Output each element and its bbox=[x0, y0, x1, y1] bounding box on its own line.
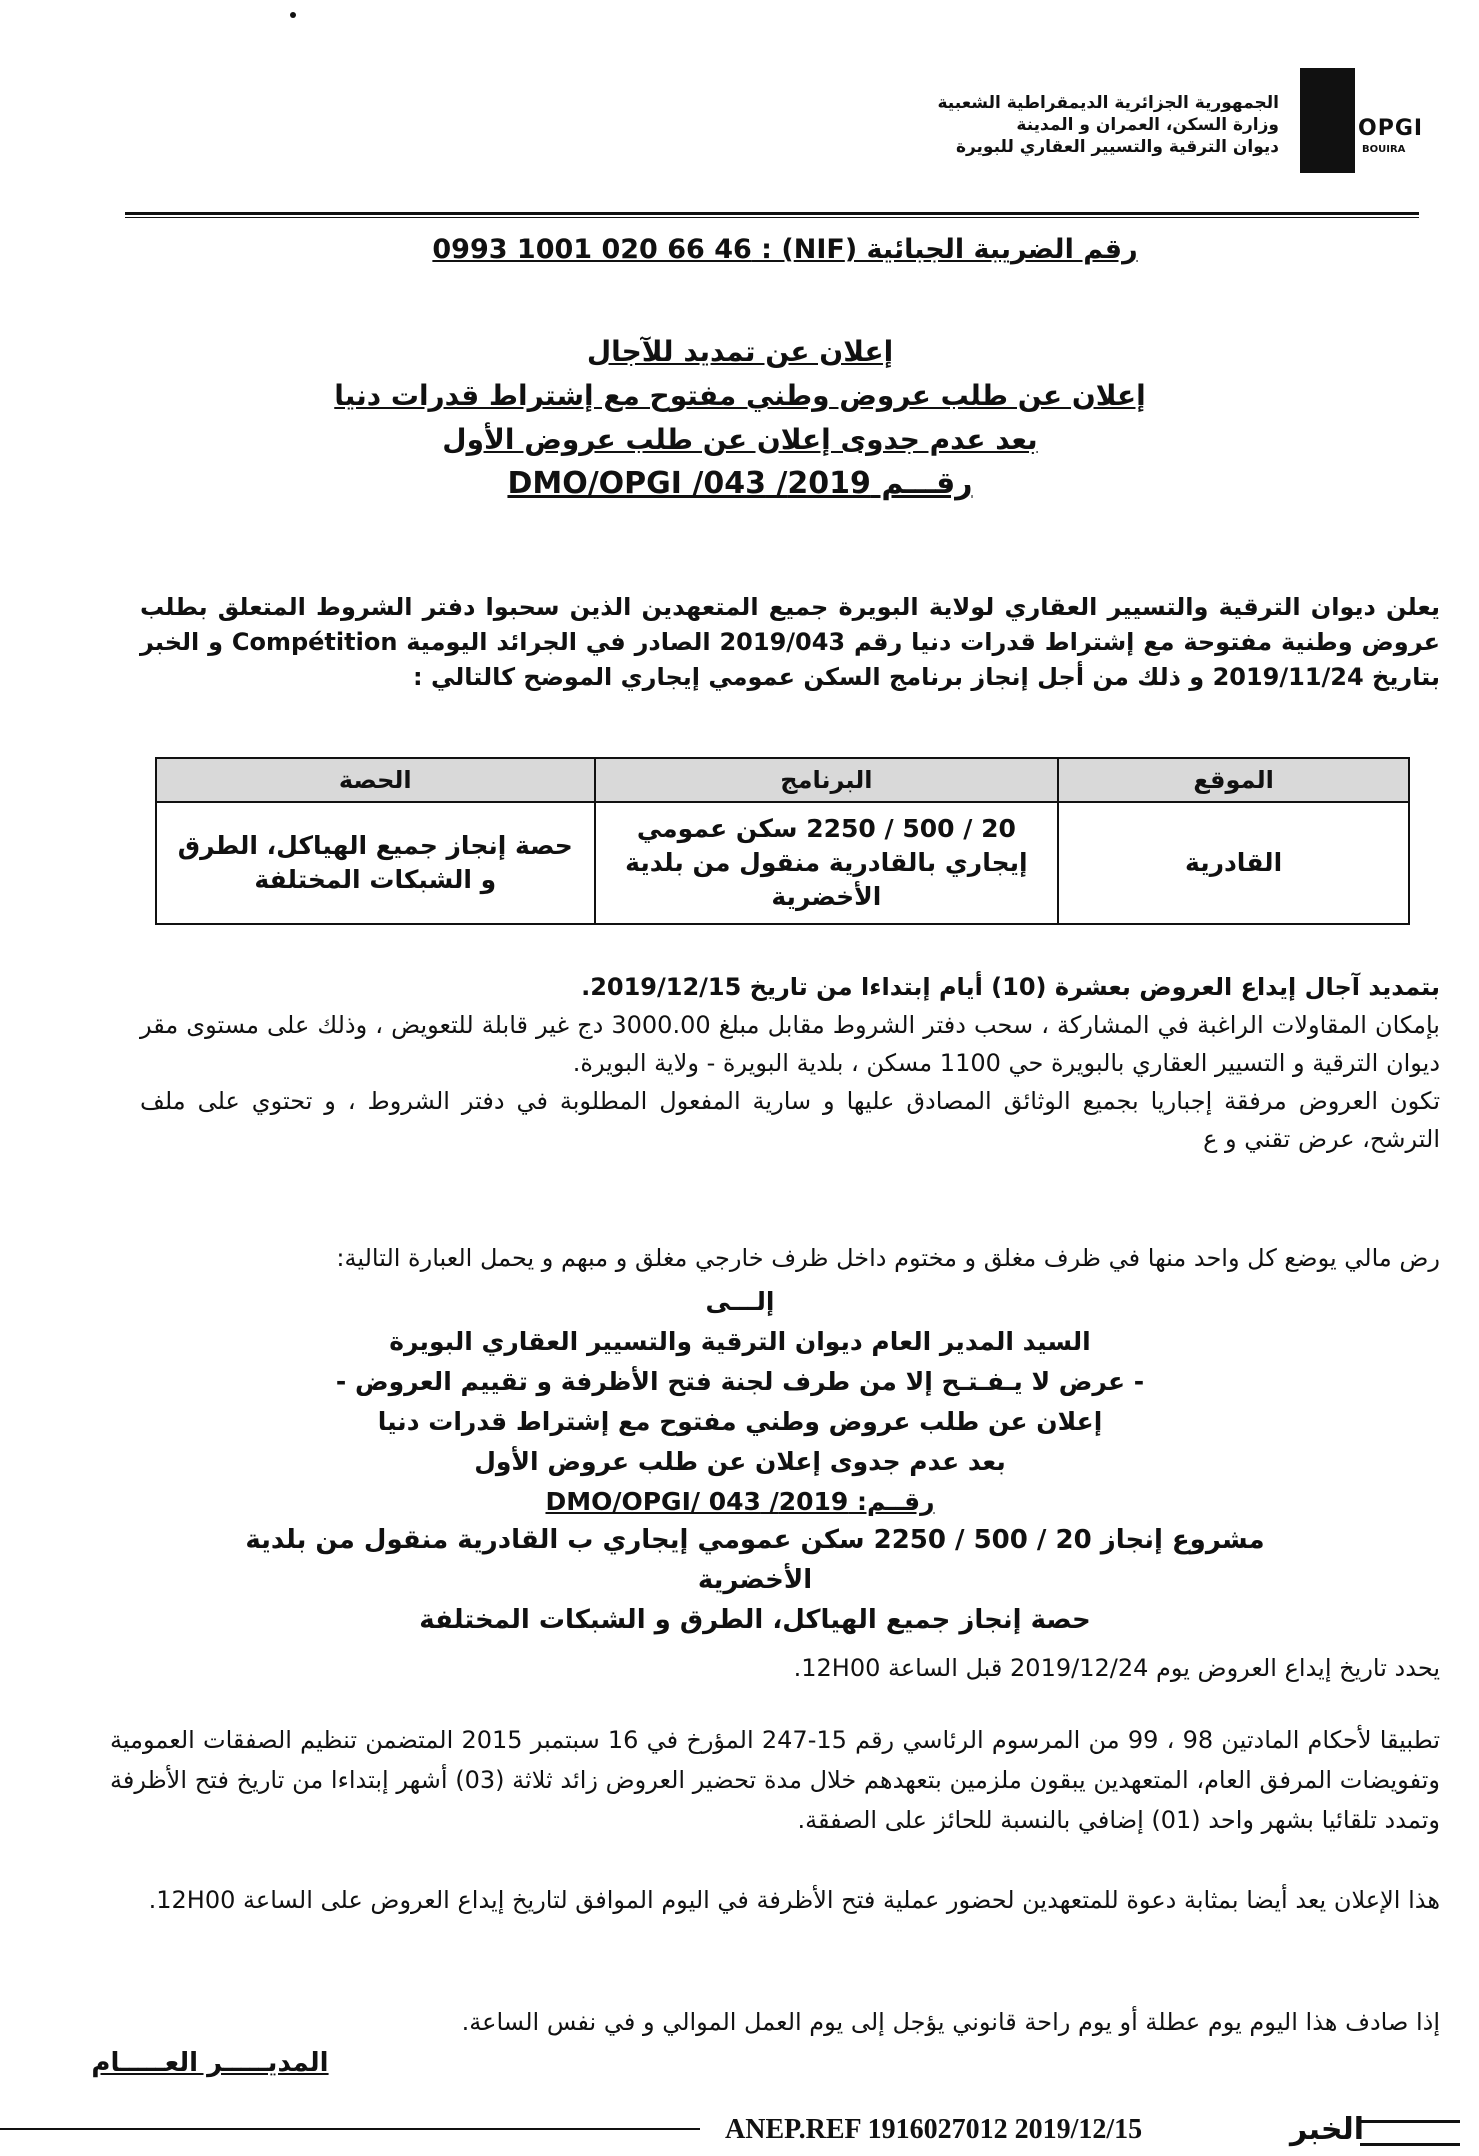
title-extension: إعلان عن تمديد للآجال bbox=[586, 335, 894, 368]
envelope-instructions: رض مالي يوضع كل واحد منها في ظرف مغلق و مختوم داخل ظرف خارجي مغلق و مبهم و يحمل العبارة التالية: bbox=[336, 1244, 1440, 1272]
deadline-paragraph: يحدد تاريخ إيداع العروض يوم 2019/12/24 قبل الساعة 12H00. bbox=[793, 1654, 1440, 1682]
address-notice: - عرض لا يـفـتـح إلا من طرف لجنة فتح الأظرفة و تقييم العروض - bbox=[335, 1367, 1145, 1396]
header-site: الموقع bbox=[1058, 758, 1409, 802]
opgi-logo bbox=[1300, 60, 1430, 180]
envelope-address bbox=[240, 1282, 1240, 1522]
project-lot: حصة إنجاز جميع الهياكل، الطرق و الشبكات المختلفة bbox=[419, 1605, 1091, 1635]
header-institution bbox=[779, 92, 1279, 158]
header-line-office: ديوان الترقية والتسيير العقاري للبويرة bbox=[955, 137, 1279, 157]
address-recipient: السيد المدير العام ديوان الترقية والتسيير العقاري البويرة bbox=[389, 1327, 1091, 1356]
header-line-republic: الجمهورية الجزائرية الديمقراطية الشعبية bbox=[937, 93, 1279, 113]
header-lot: الحصة bbox=[156, 758, 595, 802]
table-row bbox=[156, 802, 1409, 924]
invitation-paragraph: هذا الإعلان يعد أيضا بمثابة دعوة للمتعهدين لحضور عملية فتح الأظرفة في اليوم الموافق لتاريخ إيداع العروض على الساعة 12H00. bbox=[148, 1886, 1440, 1914]
title-block bbox=[240, 330, 1240, 506]
logo-text: OPGI bbox=[1358, 116, 1424, 141]
intro-paragraph: يعلن ديوان الترقية والتسيير العقاري لولاية البويرة جميع المتعهدين الذين سحبوا دفتر الشروط المتعلق بطلب عروض وطنية مفتوحة مع إشتراط قدرات دنيا رقم 2019/043 الصادر في الجرائد اليومية Compétition و الخبر بتاريخ 2019/11/24 و ذلك من أجل إنجاز برنامج السكن عمومي إيجاري الموضح كالتالي : bbox=[140, 593, 1441, 691]
documents-info: تكون العروض مرفقة إجباريا بجميع الوثائق المصادق عليها و سارية المفعول المطلوبة في دفتر الشروط ، و تحتوي على ملف الترشح، عرض تقني و ع bbox=[140, 1087, 1440, 1153]
holiday-paragraph: إذا صادف هذا اليوم يوم عطلة أو يوم راحة قانوني يؤجل إلى يوم العمل الموالي و في نفس الساعة. bbox=[461, 2008, 1440, 2036]
tax-number: رقم الضريبة الجبائية (NIF) : 0993 1001 020 66 46 bbox=[432, 234, 1138, 265]
footer-rule bbox=[0, 2128, 700, 2130]
cell-program: 20 / 500 / 2250 سكن عمومي إيجاري بالقادرية منقول من بلدية الأخضرية bbox=[595, 802, 1059, 924]
logo-subtext: BOUIRA bbox=[1362, 144, 1406, 155]
extension-notice: بتمديد آجال إيداع العروض بعشرة (10) أيام إبتداءا من تاريخ 2019/12/15. bbox=[581, 973, 1440, 1001]
title-after-failure: بعد عدم جدوى إعلان عن طلب عروض الأول bbox=[442, 423, 1038, 456]
scan-dot bbox=[290, 12, 296, 18]
address-number: رقــم: 2019/ DMO/OPGI/ 043 bbox=[545, 1487, 935, 1516]
footer-reference: ANEP.REF 1916027012 2019/12/15 bbox=[725, 2114, 1143, 2145]
header-rule bbox=[125, 212, 1419, 215]
program-table bbox=[155, 757, 1410, 925]
address-to: إلـــى bbox=[705, 1287, 775, 1316]
title-call-for-tenders: إعلان عن طلب عروض وطني مفتوح مع إشتراط قدرات دنيا bbox=[334, 379, 1146, 412]
header-line-ministry: وزارة السكن، العمران و المدينة bbox=[1016, 115, 1279, 135]
table-header-row bbox=[156, 758, 1409, 802]
address-after: بعد عدم جدوى إعلان عن طلب عروض الأول bbox=[474, 1447, 1006, 1476]
signature-title: المديـــــر العـــــام bbox=[91, 2048, 329, 2078]
address-call: إعلان عن طلب عروض وطني مفتوح مع إشتراط قدرات دنيا bbox=[377, 1407, 1103, 1436]
header-program: البرنامج bbox=[595, 758, 1059, 802]
project-title: مشروع إنجاز 20 / 500 / 2250 سكن عمومي إيجاري ب القادرية منقول من بلدية الأخضرية bbox=[245, 1525, 1265, 1595]
footer-bar-icon bbox=[1360, 2120, 1460, 2146]
conditions-block bbox=[140, 968, 1440, 1158]
logo-block-icon bbox=[1300, 68, 1355, 173]
title-reference-number: رقـــم 2019/ DMO/OPGI /043 bbox=[507, 466, 973, 501]
header-rule-thin bbox=[125, 217, 1419, 218]
footer-newspaper: الخبر bbox=[1290, 2112, 1365, 2147]
project-block bbox=[200, 1520, 1310, 1640]
cell-site: القادرية bbox=[1058, 802, 1409, 924]
validity-paragraph: تطبيقا لأحكام المادتين 98 ، 99 من المرسوم الرئاسي رقم 15-247 المؤرخ في 16 سبتمبر 2015 المتضمن تنظيم الصفقات العمومية وتفويضات المرفق العام، المتعهدين يبقون ملزمين بتعهدهم خلال مدة تحضير العروض زائد ثلاثة (03) أشهر إبتداءا من تاريخ فتح الأظرفة وتمدد تلقائيا بشهر واحد (01) إضافي بالنسبة للحائز على الصفقة. bbox=[110, 1726, 1441, 1834]
cell-lot: حصة إنجاز جميع الهياكل، الطرق و الشبكات المختلفة bbox=[156, 802, 595, 924]
withdrawal-info: بإمكان المقاولات الراغبة في المشاركة ، سحب دفتر الشروط مقابل مبلغ 3000.00 دج غير قابلة للتعويض ، وذلك على مستوى مقر ديوان الترقية و التسيير العقاري بالبويرة حي 1100 مسكن ، بلدية البويرة - ولاية البويرة. bbox=[140, 1011, 1440, 1077]
